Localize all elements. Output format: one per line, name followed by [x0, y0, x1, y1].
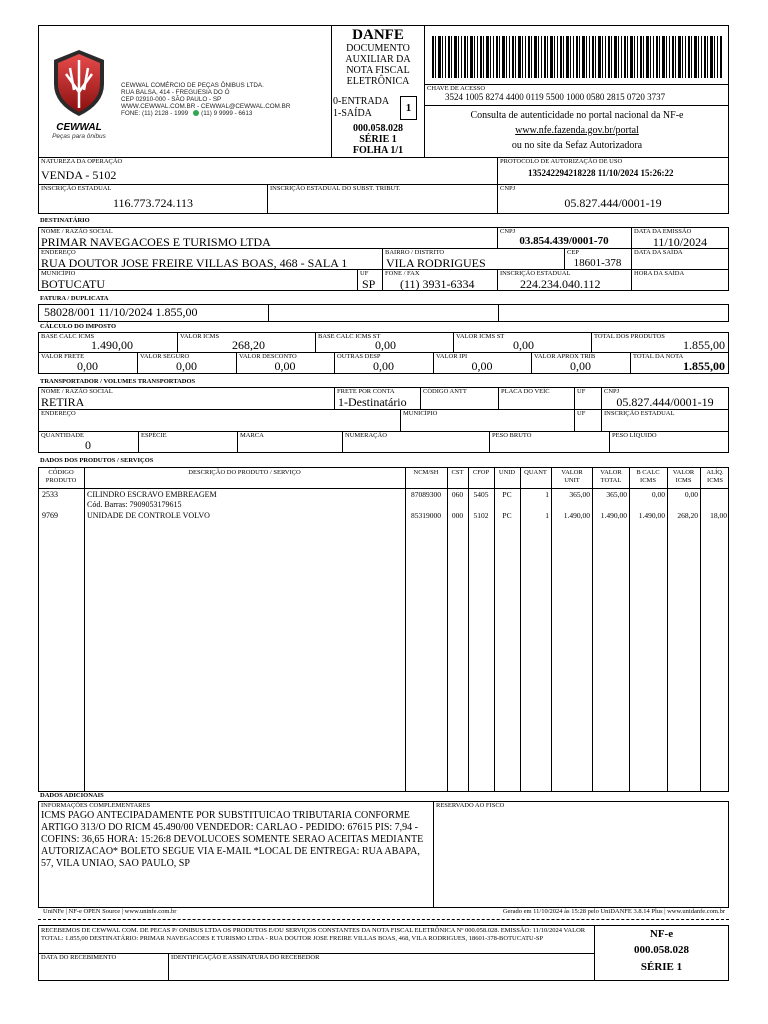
- col-codigo: CÓDIGO PRODUTO: [45, 469, 77, 484]
- whatsapp-icon: [193, 110, 199, 116]
- base-calc-icms: 1.490,00: [91, 338, 133, 352]
- destinatario-cep: 18601-378: [573, 257, 622, 269]
- destinatario-endereco: RUA DOUTOR JOSE FREIRE VILLAS BOAS, 468 - SALA 1: [41, 256, 348, 270]
- fatura-duplicata: 58028/001 11/10/2024 1.855,00: [44, 305, 198, 319]
- total-produtos: 1.855,00: [683, 338, 725, 352]
- base-calc-icms-st: 0,00: [375, 338, 396, 352]
- emitente-cnpj: 05.827.444/0001-19: [564, 196, 662, 210]
- frete-por-conta: 1-Destinatário: [338, 395, 407, 409]
- logo-tagline: Peças para ônibus: [52, 133, 106, 140]
- destinatario-municipio: BOTUCATU: [41, 277, 106, 291]
- col-vunit: VALOR UNIT: [561, 469, 583, 484]
- chave-acesso: 3524 1005 8274 4400 0119 5500 1000 0580 2815 0720 3737: [445, 92, 666, 102]
- destinatario-uf: SP: [362, 277, 376, 291]
- valor-icms: 268,20: [232, 338, 265, 352]
- canhoto-serie: SÉRIE 1: [640, 961, 683, 973]
- danfe-subtitle: DOCUMENTO AUXILIAR DA NOTA FISCAL ELETRÔNICA: [345, 43, 411, 87]
- table-row-barcode: Cód. Barras: 7909053179615: [87, 500, 182, 509]
- saida-label: 1-SAÍDA: [333, 108, 372, 119]
- danfe-title: DANFE: [352, 27, 404, 43]
- chave-label: CHAVE DE ACESSO: [427, 85, 486, 92]
- logo-text: CEWWAL: [56, 122, 102, 133]
- valor-seguro: 0,00: [176, 359, 197, 373]
- table-row-descricao: CILINDRO ESCRAVO EMBREAGEM: [87, 490, 217, 499]
- destinatario-ie: 224.234.040.112: [520, 277, 601, 291]
- protocolo: 135242294218228 11/10/2024 15:26:22: [528, 168, 674, 178]
- col-vtotal: VALOR TOTAL: [600, 469, 622, 484]
- outras-despesas: 0,00: [373, 359, 394, 373]
- company-info: CEWWAL COMÉRCIO DE PEÇAS ÔNIBUS LTDA. RUA BALSA, 414 - FREGUESIA DO Ó CEP 02910-000 - SÃO PAULO - SP WWW.CEWWAL.COM.BR - CEWWAL@CEWWAL.COM.BR FONE: (11) 2128 - 1999 (11) 9 9999 - 6613: [121, 82, 291, 117]
- canhoto-numero: 000.058.028: [634, 944, 689, 956]
- tipo-box: 1: [400, 96, 417, 120]
- volumes-quantidade: 0: [85, 438, 91, 452]
- company-logo: [48, 48, 110, 140]
- valor-icms-st: 0,00: [513, 338, 534, 352]
- destinatario-cnpj: 03.854.439/0001-70: [519, 235, 609, 247]
- natureza-operacao: VENDA - 5102: [41, 168, 117, 182]
- col-ncm: NCM/SH: [413, 469, 439, 476]
- valor-ipi: 0,00: [471, 359, 493, 373]
- total-nota: 1.855,00: [683, 359, 725, 373]
- col-cst: CST: [451, 469, 464, 476]
- canhoto-nfe: NF-e: [649, 928, 674, 940]
- emitente-ie: 116.773.724.113: [112, 196, 194, 210]
- table-row-descricao: UNIDADE DE CONTROLE VOLVO: [87, 511, 210, 520]
- col-descricao: DESCRIÇÃO DO PRODUTO / SERVIÇO: [188, 469, 301, 476]
- table-row-codigo: 9769: [42, 511, 58, 520]
- valor-desconto: 0,00: [274, 359, 296, 373]
- informacoes-complementares: ICMS PAGO ANTECIPADAMENTE POR SUBSTITUICAO TRIBUTARIA CONFORME ARTIGO 313/O DO RICM 45.490/00 VENDEDOR: CARLAO - PEDIDO: 67615 PIS: 7,94 - COFINS: 36,65 HORA: 15:26:8 DEVOLUCOES SOMENTE SERAO ACEITAS MEDIANTE AUTORIZACAO* BOLETO SEGUE VIA E-MAIL *LOCAL DE ENTREGA: RUA ABAPA, 57, VILA UNIAO, SAO PAULO, SP: [41, 810, 424, 869]
- valor-aprox-trib: 0,00: [570, 359, 591, 373]
- col-quant: QUANT: [524, 469, 547, 476]
- data-emissao: 11/10/2024: [652, 235, 708, 249]
- destinatario-fone: (11) 3931-6334: [400, 277, 475, 291]
- consulta-text: Consulta de autenticidade no portal nacional da NF-e www.nfe.fazenda.gov.br/portal ou no site da Sefaz Autorizadora: [470, 110, 684, 151]
- nf-serie: SÉRIE 1: [359, 134, 397, 145]
- col-unid: UNID: [498, 469, 516, 476]
- destinatario-nome: PRIMAR NAVEGACOES E TURISMO LTDA: [41, 235, 271, 249]
- entrada-label: 0-ENTRADA: [333, 96, 390, 107]
- col-bcalc: B CALC ICMS: [636, 469, 660, 484]
- transportador-cnpj: 05.827.444/0001-19: [616, 395, 714, 409]
- shield-logo-icon: [48, 48, 110, 118]
- col-cfop: CFOP: [472, 469, 490, 476]
- canhoto-text: RECEBEMOS DE CEWWAL COM. DE PECAS P/ ONIBUS LTDA OS PRODUTOS E/OU SERVIÇOS CONSTANTES DA NOTA FISCAL ELETRÔNICA Nº 000.058.028. EMISSÃO: 11/10/2024 VALOR TOTAL: 1.855,00 DESTINATÁRIO: PRIMAR NAVEGACOES E TURISMO LTDA - RUA DOUTOR JOSE FREIRE VILLAS BOAS, 468, VILA RODRIGUES, 18601-378-BOTUCATU-SP: [41, 927, 586, 942]
- barcode: [432, 36, 722, 78]
- valor-frete: 0,00: [77, 359, 98, 373]
- col-vicms: VALOR ICMS: [672, 469, 695, 484]
- transportador-nome: RETIRA: [41, 395, 85, 409]
- destinatario-bairro: VILA RODRIGUES: [386, 256, 486, 270]
- cut-line: [38, 919, 729, 920]
- table-row-codigo: 2533: [42, 490, 58, 499]
- footer-left: UniNFe | NF-e OPEN Source | www.uninfe.com.br: [43, 908, 177, 915]
- nf-folha: FOLHA 1/1: [352, 145, 404, 156]
- nf-numero: 000.058.028: [353, 123, 403, 134]
- col-aliq: ALÍQ. ICMS: [706, 469, 724, 484]
- footer-right: Gerado em 11/10/2024 às 15:28 pelo UniDANFE 3.8.14 Plus | www.unidanfe.com.br: [502, 908, 725, 915]
